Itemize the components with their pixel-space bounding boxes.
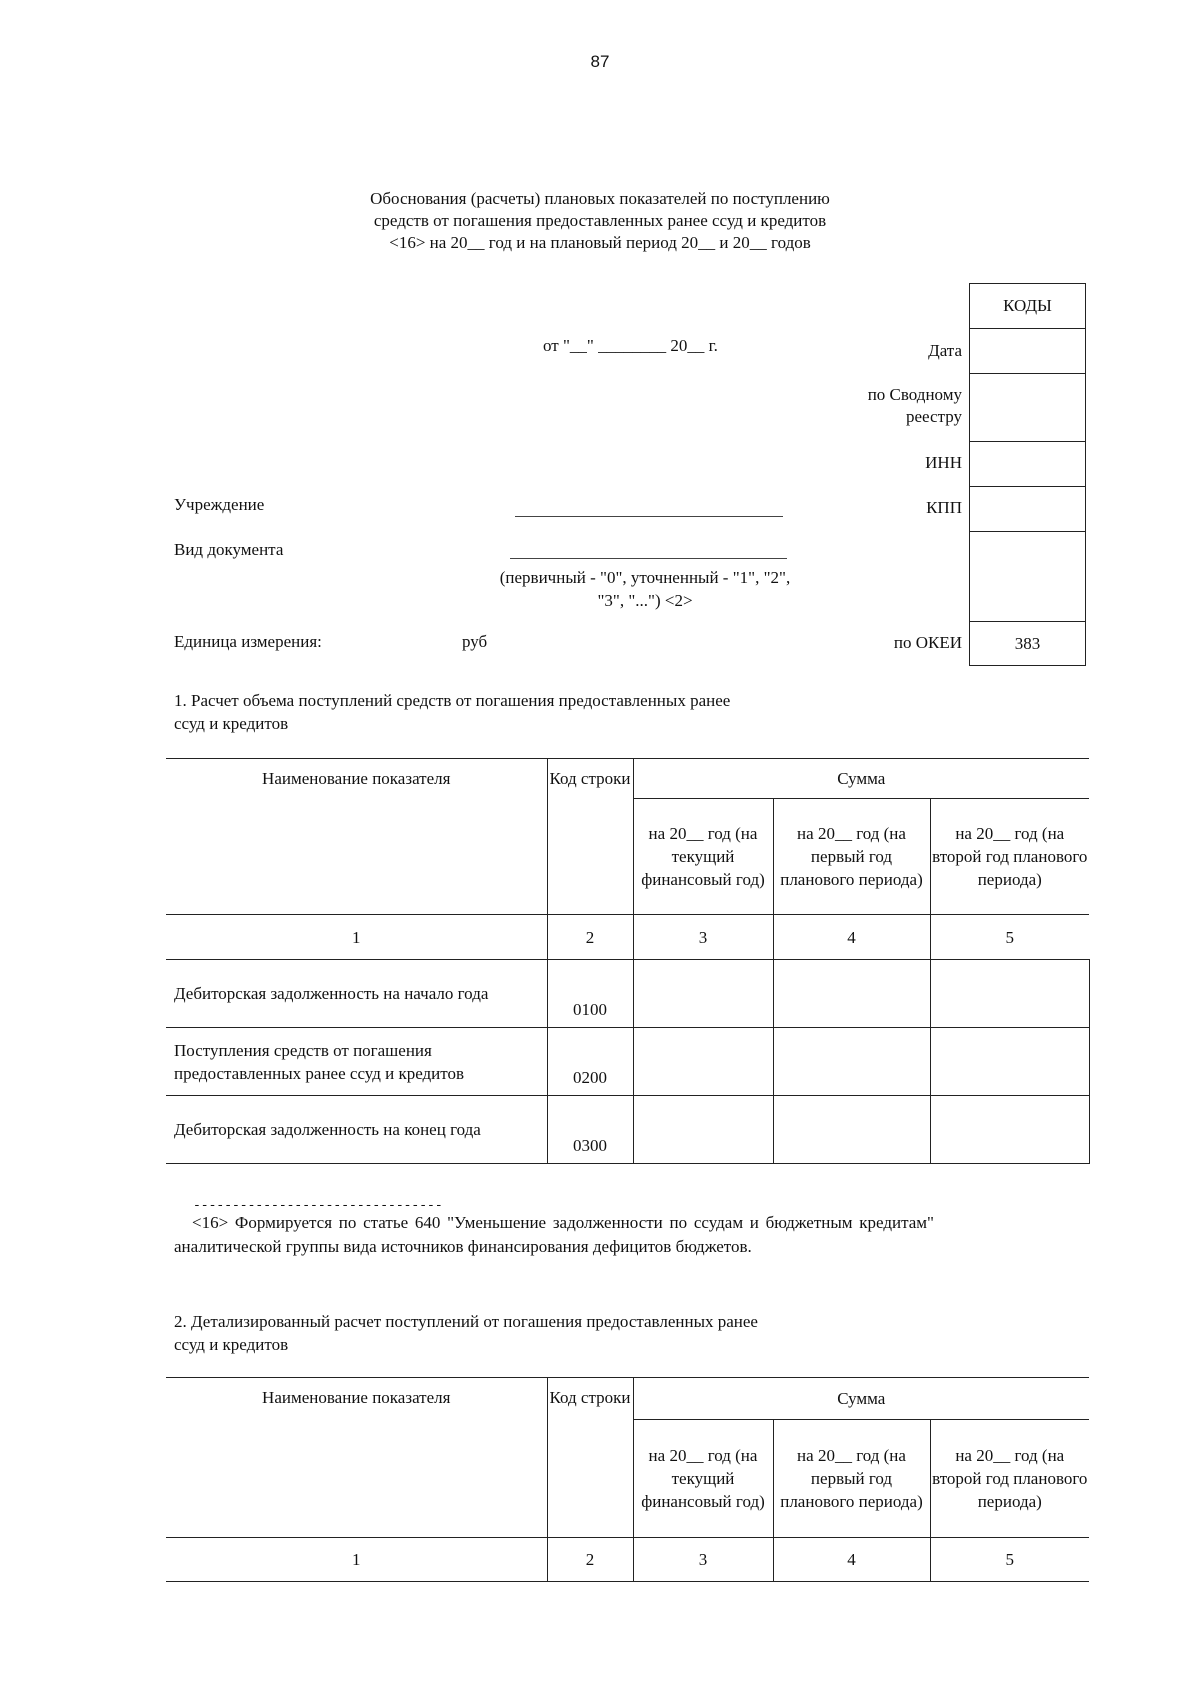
- kpp-code-cell: [970, 486, 1085, 531]
- row-name: Поступления средств от погашения предоставленных ранее ссуд и кредитов: [166, 1028, 547, 1096]
- table-row: [166, 1096, 1089, 1164]
- column-number: 1: [166, 915, 547, 960]
- codes-header: КОДЫ: [970, 283, 1085, 328]
- okei-code-cell: 383: [970, 621, 1085, 666]
- section-1-numbers-row: [166, 915, 1089, 960]
- doc-type-code-cell: [970, 531, 1085, 621]
- footnote-separator: --------------------------------: [193, 1198, 443, 1213]
- registry-label-line-1: по Сводному: [867, 385, 962, 404]
- section-1-title-line-2: ссуд и кредитов: [174, 714, 289, 733]
- header-col-3: на 20__ год (на текущий финансовый год): [633, 1420, 773, 1538]
- section-2-title-line-1: 2. Детализированный расчет поступлений от погашения предоставленных ранее: [174, 1312, 758, 1331]
- registry-label-line-2: реестру: [906, 407, 962, 426]
- row-name: Дебиторская задолженность на начало года: [166, 960, 547, 1028]
- value-cell[interactable]: [930, 1096, 1089, 1164]
- column-number: 5: [930, 915, 1089, 960]
- section-2-header-row: [166, 1378, 1089, 1420]
- value-cell[interactable]: [633, 1096, 773, 1164]
- header-col-4: на 20__ год (на первый год планового периода): [773, 1420, 930, 1538]
- header-sum: Сумма: [633, 759, 1089, 799]
- row-code: 0200: [547, 1028, 633, 1096]
- inn-label: ИНН: [925, 453, 962, 472]
- column-number: 3: [633, 915, 773, 960]
- doc-type-hint-line-2: "3", "...") <2>: [597, 591, 693, 610]
- header-col-5: на 20__ год (на второй год планового периода): [930, 799, 1089, 915]
- header-col-5: на 20__ год (на второй год планового периода): [930, 1420, 1089, 1538]
- document-date-line: от "__" ________ 20__ г.: [543, 336, 718, 355]
- header-col-3: на 20__ год (на текущий финансовый год): [633, 799, 773, 915]
- column-number: 5: [930, 1538, 1089, 1582]
- institution-label: Учреждение: [174, 495, 265, 514]
- inn-code-cell: [970, 441, 1085, 486]
- column-number: 4: [773, 1538, 930, 1582]
- title-line-3: <16> на 20__ год и на плановый период 20__ и 20__ годов: [389, 233, 811, 252]
- date-label: Дата: [928, 341, 962, 360]
- header-name: Наименование показателя: [166, 1378, 547, 1538]
- value-cell[interactable]: [633, 960, 773, 1028]
- table-row: [166, 960, 1089, 1028]
- value-cell[interactable]: [930, 960, 1089, 1028]
- value-cell[interactable]: [633, 1028, 773, 1096]
- row-code: 0100: [547, 960, 633, 1028]
- registry-code-cell: [970, 373, 1085, 441]
- unit-value: руб: [462, 632, 488, 651]
- doc-type-hint-line-1: (первичный - "0", уточненный - "1", "2",: [499, 568, 791, 587]
- section-1-title-line-1: 1. Расчет объема поступлений средств от погашения предоставленных ранее: [174, 691, 731, 710]
- registry-label: [762, 384, 962, 428]
- date-code-cell: [970, 328, 1085, 373]
- column-number: 4: [773, 915, 930, 960]
- header-code: Код строки: [547, 759, 633, 915]
- title-line-2: средств от погашения предоставленных ранее ссуд и кредитов: [373, 211, 827, 230]
- header-sum: Сумма: [633, 1378, 1089, 1420]
- section-1-title: [174, 689, 934, 735]
- column-number: 3: [633, 1538, 773, 1582]
- column-number: 2: [547, 915, 633, 960]
- doc-type-field[interactable]: [510, 558, 787, 559]
- value-cell[interactable]: [773, 960, 930, 1028]
- value-cell[interactable]: [773, 1028, 930, 1096]
- row-code: 0300: [547, 1096, 633, 1164]
- section-2-title-line-2: ссуд и кредитов: [174, 1335, 289, 1354]
- kpp-label: КПП: [926, 498, 962, 517]
- codes-box: [969, 283, 1086, 666]
- section-2-table: [166, 1377, 1089, 1582]
- value-cell[interactable]: [930, 1028, 1089, 1096]
- table-row: [166, 1028, 1089, 1096]
- section-1-table: [166, 758, 1090, 1164]
- unit-label: Единица измерения:: [174, 632, 322, 651]
- okei-label: по ОКЕИ: [893, 633, 962, 652]
- section-1-header-row: [166, 759, 1089, 799]
- column-number: 2: [547, 1538, 633, 1582]
- title-line-1: Обоснования (расчеты) плановых показателей по поступлению: [370, 189, 830, 208]
- institution-field[interactable]: [515, 516, 783, 517]
- footnote-16: <16> Формируется по статье 640 "Уменьшение задолженности по ссудам и бюджетным кредитам" аналитической группы вида источников финансирования дефицитов бюджетов.: [174, 1213, 934, 1256]
- row-name: Дебиторская задолженность на конец года: [166, 1096, 547, 1164]
- doc-type-hint: [440, 566, 850, 612]
- header-code: Код строки: [547, 1378, 633, 1538]
- section-2-numbers-row: [166, 1538, 1089, 1582]
- document-title: [300, 188, 900, 254]
- value-cell[interactable]: [773, 1096, 930, 1164]
- header-col-4: на 20__ год (на первый год планового периода): [773, 799, 930, 915]
- header-name: Наименование показателя: [166, 759, 547, 915]
- page-number: 87: [590, 52, 610, 71]
- section-2-title: [174, 1310, 934, 1356]
- doc-type-label: Вид документа: [174, 540, 284, 559]
- column-number: 1: [166, 1538, 547, 1582]
